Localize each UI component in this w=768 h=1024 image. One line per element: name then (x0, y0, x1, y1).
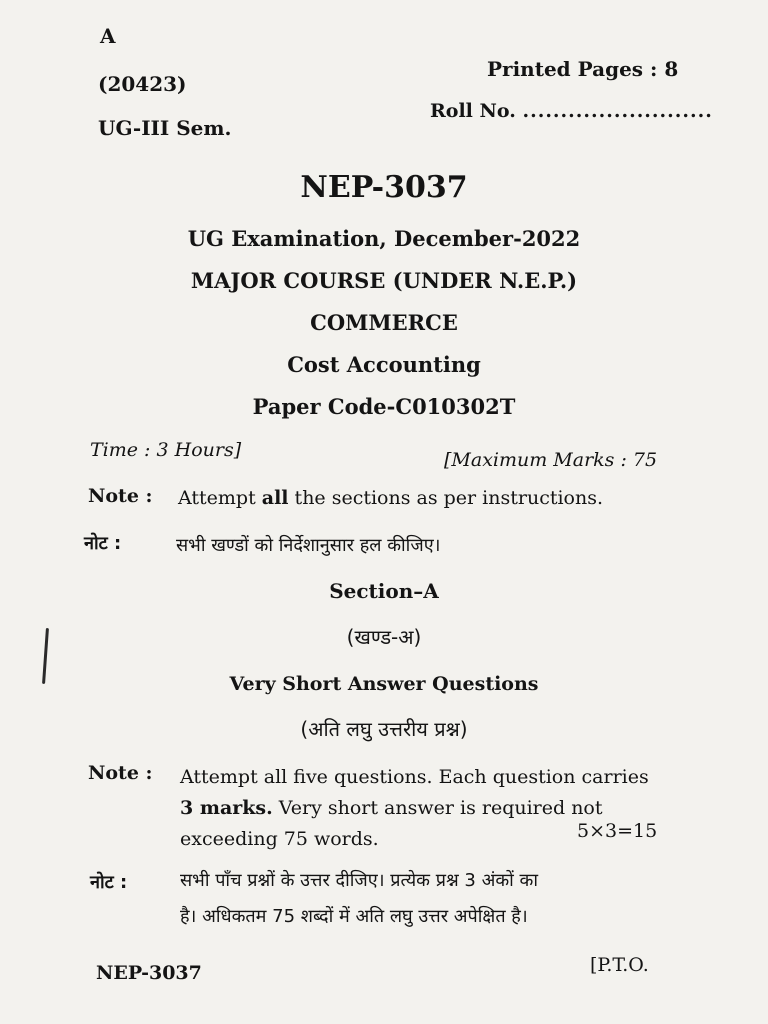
semester: UG-III Sem. (98, 116, 232, 140)
section-hindi-note-line2: है। अधिकतम 75 शब्दों में अति लघु उत्तर अपेक्षित है। (180, 906, 528, 927)
roll-number-label: Roll No. (430, 100, 516, 122)
section-subtitle-hindi: (अति लघु उत्तरीय प्रश्न) (300, 717, 468, 741)
course-name: MAJOR COURSE (UNDER N.E.P.) (190, 268, 578, 293)
please-turn-over: [P.T.O. (590, 954, 649, 976)
paper-code-number: (20423) (98, 72, 187, 96)
hindi-note-label: नोट : (84, 533, 122, 554)
paper-name: Cost Accounting (287, 352, 481, 377)
time-allowed: Time : 3 Hours] (90, 439, 242, 461)
section-subtitle: Very Short Answer Questions (229, 673, 539, 695)
paper-code: Paper Code-C010302T (252, 394, 516, 419)
printed-pages: Printed Pages : 8 (487, 57, 679, 81)
section-title-hindi: (खण्ड-अ) (346, 625, 422, 649)
exam-name: UG Examination, December-2022 (187, 226, 581, 251)
marks-formula: 5×3=15 (577, 820, 658, 842)
footer-paper-id: NEP-3037 (96, 962, 202, 984)
section-title: Section–A (329, 579, 439, 603)
roll-number-blank: ......................... (522, 100, 713, 122)
general-note-text: Attempt all the sections as per instructions. (178, 487, 604, 509)
maximum-marks: [Maximum Marks : 75 (444, 449, 658, 471)
section-hindi-note-line1: सभी पाँच प्रश्नों के उत्तर दीजिए। प्रत्येक प्रश्न 3 अंकों का (180, 870, 539, 891)
section-note-label: Note : (88, 762, 153, 784)
paper-set: A (100, 24, 116, 48)
section-hindi-note-label: नोट : (90, 872, 128, 893)
hindi-general-note: सभी खण्डों को निर्देशानुसार हल कीजिए। (176, 535, 441, 556)
paper-id-title: NEP-3037 (300, 170, 468, 205)
subject-name: COMMERCE (310, 310, 458, 335)
roll-number (430, 100, 713, 122)
section-note-text: Attempt all five questions. Each question carries 3 marks. Very short answer is required not exceeding 75 words. (180, 766, 649, 850)
note-label: Note : (88, 485, 153, 507)
